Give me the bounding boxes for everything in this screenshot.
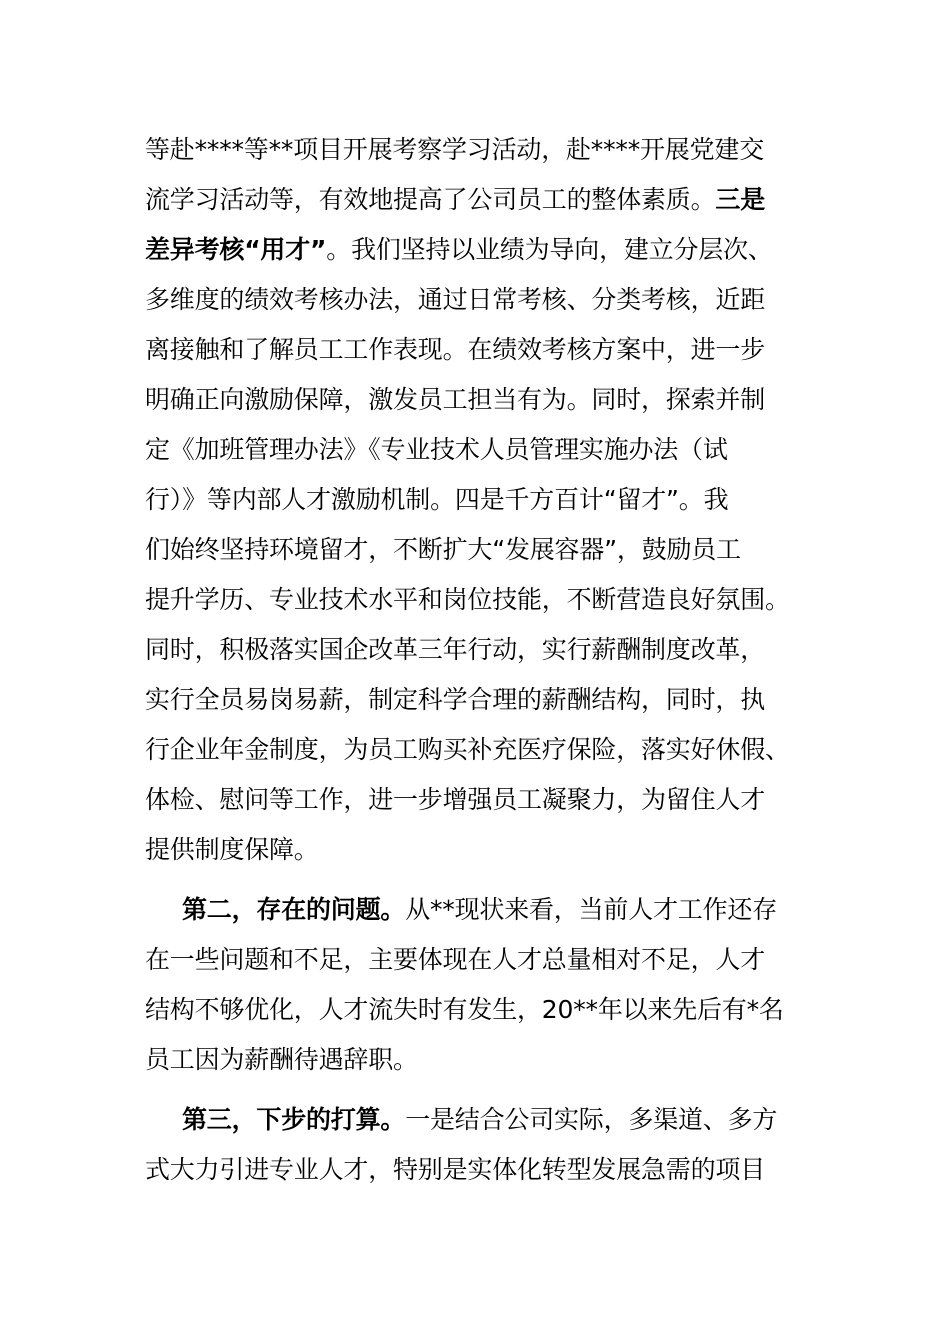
text-line [145, 775, 815, 825]
text-line [145, 575, 815, 625]
body-text: 一是结合公司实际，多渠道、多方 [405, 1105, 778, 1134]
body-text: 行）》等内部人才激励机制。四是千方百计“留才”。我 [145, 485, 729, 514]
text-line [145, 225, 815, 275]
body-text: 流学习活动等，有效地提高了公司员工的整体素质。 [145, 185, 716, 214]
text-line [145, 525, 815, 575]
text-line [145, 375, 815, 425]
paragraph-talent-measures [145, 125, 815, 875]
bold-text: 三是 [715, 185, 766, 214]
text-line [145, 675, 815, 725]
text-line [145, 1035, 815, 1085]
body-text: 行企业年金制度，为员工购买补充医疗保险，落实好休假、 [145, 735, 790, 764]
body-text: 多维度的绩效考核办法，通过日常考核、分类考核，近距 [145, 285, 766, 314]
body-text: 体检、慰问等工作，进一步增强员工凝聚力，为留住人才 [145, 785, 766, 814]
text-line [145, 625, 815, 675]
text-line [145, 125, 815, 175]
body-text: 。我们坚持以业绩为导向，建立分层次、 [326, 235, 773, 264]
body-text: 离接触和了解员工工作表现。在绩效考核方案中，进一步 [145, 335, 766, 364]
body-text: 式大力引进专业人才，特别是实体化转型发展急需的项目 [145, 1155, 766, 1184]
text-line [145, 985, 815, 1035]
text-line [145, 475, 815, 525]
body-text: 结构不够优化，人才流失时有发生，20**年以来先后有*名 [145, 995, 784, 1024]
paragraph-existing-problems [145, 885, 815, 1085]
bold-text: 差异考核“用才” [145, 235, 327, 264]
body-text: 们始终坚持环境留才，不断扩大“发展容器”，鼓励员工 [145, 535, 741, 564]
paragraph-next-plans [145, 1095, 815, 1195]
body-text: 在一些问题和不足，主要体现在人才总量相对不足，人才 [145, 945, 766, 974]
text-line [145, 1095, 815, 1145]
text-line [145, 725, 815, 775]
bold-text: 第二，存在的问题。 [182, 895, 406, 924]
body-text: 实行全员易岗易薪，制定科学合理的薪酬结构，同时，执 [145, 685, 766, 714]
text-line [145, 425, 815, 475]
text-line [145, 1145, 815, 1195]
body-text: 提升学历、专业技术水平和岗位技能，不断营造良好氛围。 [145, 585, 790, 614]
text-line [145, 275, 815, 325]
body-text: 定《加班管理办法》《专业技术人员管理实施办法（试 [145, 435, 728, 464]
text-line [145, 175, 815, 225]
text-line [145, 885, 815, 935]
body-text: 明确正向激励保障，激发员工担当有为。同时，探索并制 [145, 385, 766, 414]
body-text: 从**现状来看，当前人才工作还存 [405, 895, 778, 924]
text-line [145, 825, 815, 875]
body-text: 员工因为薪酬待遇辞职。 [145, 1045, 418, 1074]
body-text: 等赴****等**项目开展考察学习活动，赴****开展党建交 [145, 135, 765, 164]
bold-text: 第三，下步的打算。 [182, 1105, 406, 1134]
body-text: 同时，积极落实国企改革三年行动，实行薪酬制度改革， [145, 635, 766, 664]
body-text: 提供制度保障。 [145, 835, 319, 864]
text-line [145, 935, 815, 985]
text-line [145, 325, 815, 375]
